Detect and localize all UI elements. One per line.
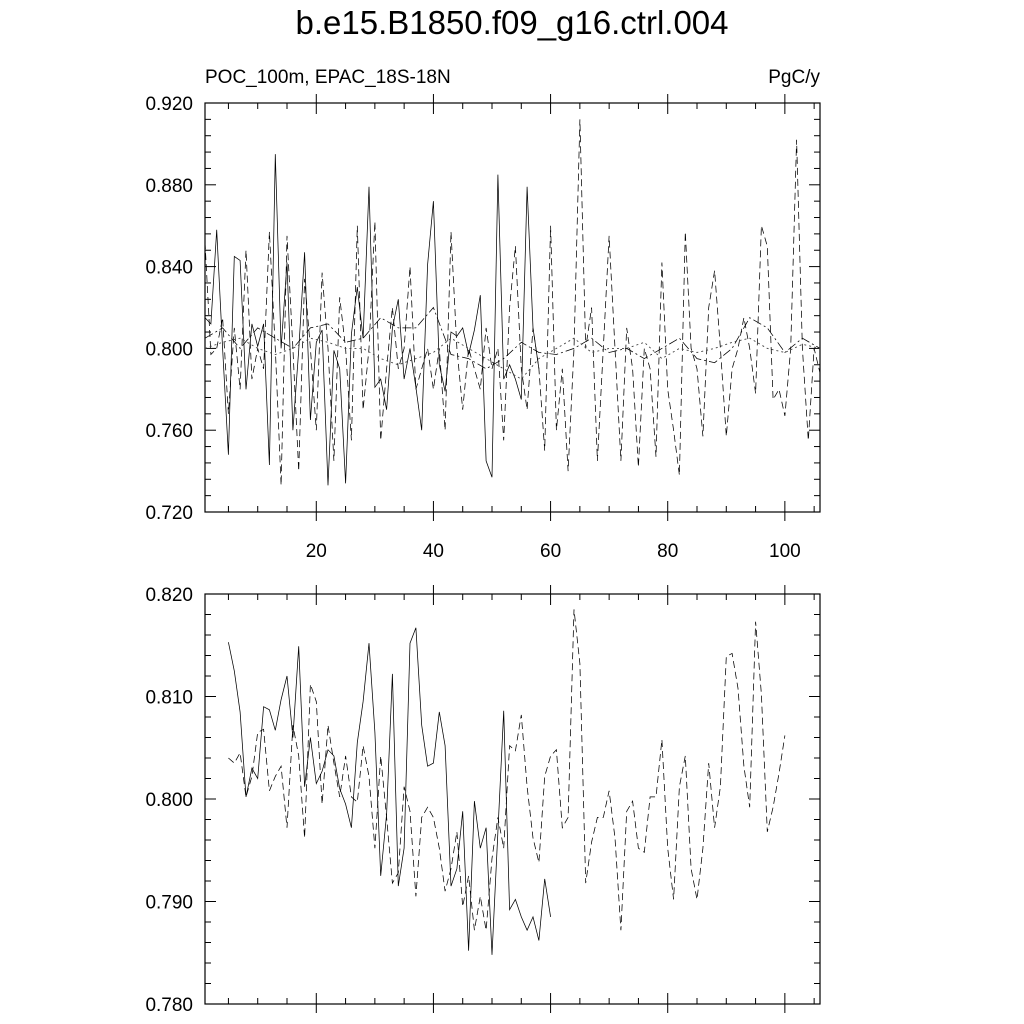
top-y-tick-label: 0.840 [145,257,193,279]
page-title: b.e15.B1850.f09_g16.ctrl.004 [295,4,729,41]
bottom-series-dashed-line [228,609,785,930]
top-x-tick-label: 20 [305,541,327,562]
bottom-chart-panel [145,585,820,1016]
top-y-tick-label: 0.720 [145,503,193,524]
bottom-y-tick-label: 0.790 [145,892,193,914]
bottom-y-tick-label: 0.810 [145,687,193,709]
top-x-tick-label: 40 [422,541,444,562]
bottom-series-solid-line [228,628,550,955]
top-series-group [205,119,820,485]
top-x-tick-label: 60 [540,541,562,562]
bottom-y-tick-label: 0.780 [145,995,193,1016]
bottom-y-tick-label: 0.820 [145,585,193,606]
top-x-tick-label: 80 [657,541,679,562]
top-axis-ticks [145,94,820,562]
top-subtitle-left: POC_100m, EPAC_18S-18N [205,67,451,88]
top-y-tick-label: 0.920 [145,94,193,115]
bottom-plot-frame [205,594,820,1004]
top-series-dash-dot-line [205,308,820,369]
top-x-tick-label: 100 [769,541,801,562]
top-chart-panel [145,67,820,562]
top-plot-frame [205,103,820,512]
top-subtitle-right: PgC/y [768,67,820,88]
top-y-tick-label: 0.800 [145,339,193,361]
top-y-tick-label: 0.880 [145,175,193,197]
top-series-solid-line [205,154,539,485]
bottom-y-tick-label: 0.800 [145,790,193,811]
top-y-tick-label: 0.760 [145,421,193,443]
top-series-dashed-line [205,119,820,485]
bottom-series-group [228,609,785,954]
